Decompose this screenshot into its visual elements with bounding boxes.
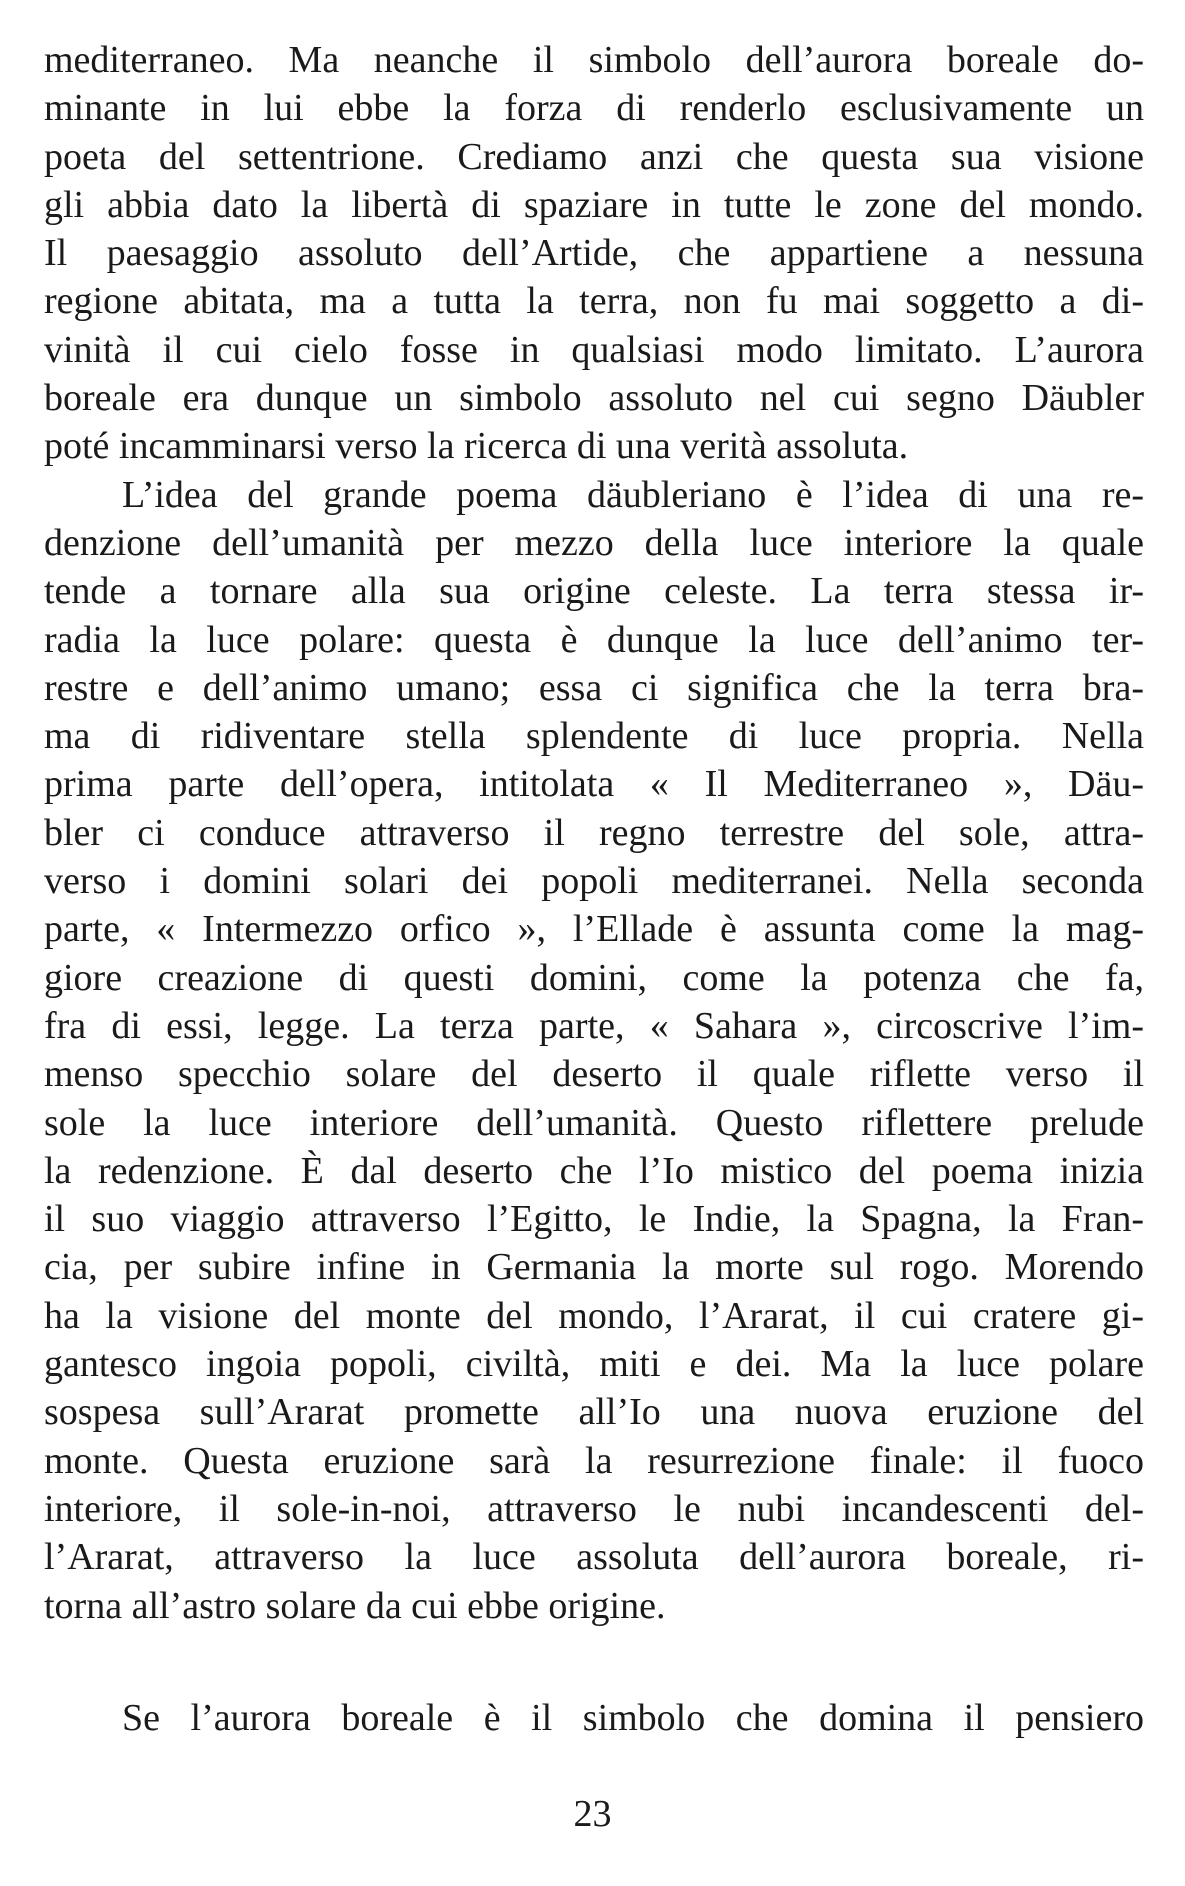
text-line: fra di essi, legge. La terza parte, « Sahara », circoscrive l’im-	[44, 1004, 1144, 1047]
text-line: regione abitata, ma a tutta la terra, non fu mai soggetto a di-	[44, 280, 1144, 323]
text-line: poté incamminarsi verso la ricerca di una verità assoluta.	[44, 425, 909, 468]
text-line: restre e dell’animo umano; essa ci significa che la terra bra-	[44, 666, 1144, 709]
paragraph-3	[44, 1694, 1144, 1742]
text-line: mediterraneo. Ma neanche il simbolo dell’aurora boreale do-	[44, 39, 1144, 81]
text-line: Il paesaggio assoluto dell’Artide, che appartiene a nessuna	[44, 232, 1144, 275]
text-line: poeta del settentrione. Crediamo anzi che questa sua visione	[44, 135, 1144, 178]
page-body	[44, 36, 1144, 1742]
text-line: monte. Questa eruzione sarà la resurrezione finale: il fuoco	[44, 1439, 1144, 1482]
text-line: gli abbia dato la libertà di spaziare in tutte le zone del mondo.	[44, 183, 1144, 226]
text-line: prima parte dell’opera, intitolata « Il Mediterraneo », Däu-	[44, 763, 1144, 806]
text-line: torna all’astro solare da cui ebbe origine.	[44, 1584, 666, 1627]
text-line: sole la luce interiore dell’umanità. Questo riflettere prelude	[44, 1101, 1144, 1144]
text-line: denzione dell’umanità per mezzo della luce interiore la quale	[44, 521, 1144, 564]
text-line: radia la luce polare: questa è dunque la luce dell’animo ter-	[44, 618, 1144, 661]
text-line: gantesco ingoia popoli, civiltà, miti e dei. Ma la luce polare	[44, 1343, 1144, 1386]
text-line: bler ci conduce attraverso il regno terrestre del sole, attra-	[44, 811, 1144, 854]
text-line: menso specchio solare del deserto il quale riflette verso il	[44, 1053, 1144, 1096]
text-line: giore creazione di questi domini, come la potenza che fa,	[44, 956, 1144, 999]
text-line: sospesa sull’Ararat promette all’Io una nuova eruzione del	[44, 1391, 1144, 1434]
text-line: ma di ridiventare stella splendente di luce propria. Nella	[44, 715, 1144, 758]
text-line: verso i domini solari dei popoli mediterranei. Nella seconda	[44, 860, 1144, 903]
paragraph-2	[44, 471, 1144, 1630]
text-line: L’idea del grande poema däubleriano è l’idea di una re-	[122, 473, 1144, 516]
text-line: minante in lui ebbe la forza di renderlo esclusivamente un	[44, 87, 1144, 130]
text-line: parte, « Intermezzo orfico », l’Ellade è assunta come la mag-	[44, 908, 1144, 951]
page-number: 23	[573, 1793, 612, 1835]
text-line: la redenzione. È dal deserto che l’Io mistico del poema inizia	[44, 1149, 1144, 1192]
text-line: vinità il cui cielo fosse in qualsiasi modo limitato. L’aurora	[44, 328, 1144, 371]
text-line: il suo viaggio attraverso l’Egitto, le Indie, la Spagna, la Fran-	[44, 1198, 1144, 1241]
paragraph-1	[44, 36, 1144, 471]
text-line: interiore, il sole-in-noi, attraverso le nubi incandescenti del-	[44, 1487, 1144, 1530]
text-line: Se l’aurora boreale è il simbolo che domina il pensiero	[122, 1696, 1144, 1739]
text-line: cia, per subire infine in Germania la morte sul rogo. Morendo	[44, 1246, 1144, 1289]
text-line: l’Ararat, attraverso la luce assoluta dell’aurora boreale, ri-	[44, 1536, 1144, 1579]
text-line: tende a tornare alla sua origine celeste. La terra stessa ir-	[44, 570, 1144, 613]
text-line: ha la visione del monte del mondo, l’Ararat, il cui cratere gi-	[44, 1294, 1144, 1337]
paragraph-gap	[44, 1630, 1144, 1694]
text-line: boreale era dunque un simbolo assoluto nel cui segno Däubler	[44, 377, 1144, 420]
